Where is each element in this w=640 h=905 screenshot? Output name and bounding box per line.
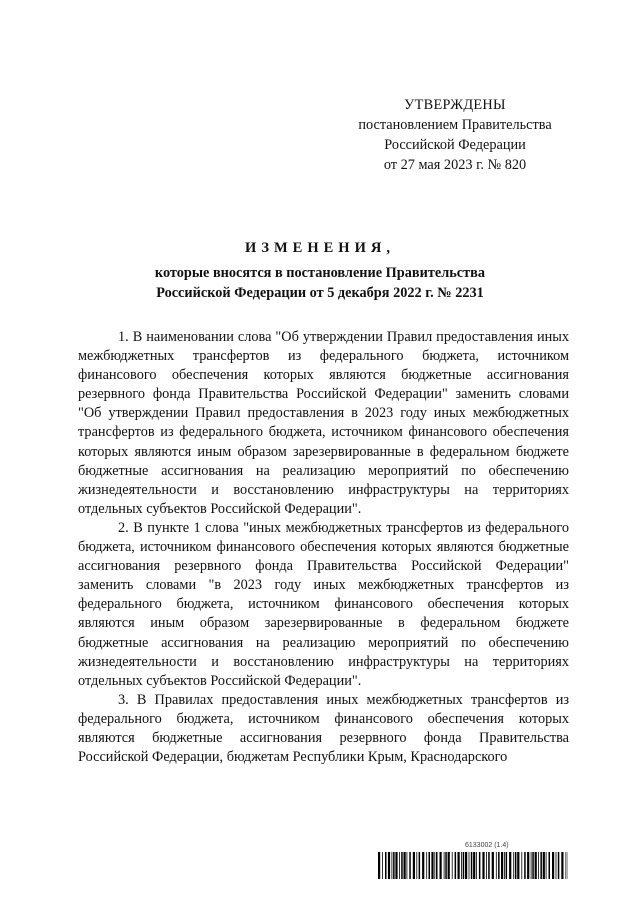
approval-line-2: Российской Федерации <box>384 137 526 153</box>
document-body <box>78 328 569 767</box>
paragraph-3: 3. В Правилах предоставления иных межбюджетных трансфертов из федерального бюджета, источником финансового обеспечения которых являются бюджетные ассигнования резервного фонда Правительства Российской Федерации, бюджетам Республики Крым, Краснодарского <box>78 691 569 766</box>
paragraph-2: 2. В пункте 1 слова "иных межбюджетных трансфертов из федерального бюджета, источником финансового обеспечения которых являются бюджетные ассигнования резервного фонда Правительства Российской Федерации" заменить словами "в 2023 году иных межбюджетных трансфертов из федерального бюджета, источником финансового обеспечения которых являются иным образом зарезервированные в федеральном бюджете бюджетные ассигнования на реализацию мероприятий по обеспечению жизнедеятельности и восстановлению инфраструктуры на территориях отдельных субъектов Российской Федерации". <box>78 519 569 689</box>
document-subtitle <box>80 263 560 303</box>
approval-line-3: от 27 мая 2023 г. № 820 <box>383 157 527 173</box>
approval-heading: УТВЕРЖДЕНЫ <box>404 97 506 113</box>
document-title: ИЗМЕНЕНИЯ, <box>245 240 395 256</box>
paragraph-1: 1. В наименовании слова "Об утверждении Правил предоставления иных межбюджетных трансфертов из федерального бюджета, источником финансового обеспечения которых являются бюджетные ассигнования резервного фонда Правительства Российской Федерации" заменить словами "Об утверждении Правил предоставления в 2023 году иных межбюджетных трансфертов из федерального бюджета, источником финансового обеспечения которых являются иным образом зарезервированные в федеральном бюджете бюджетные ассигнования на реализацию мероприятий по обеспечению жизнедеятельности и восстановлению инфраструктуры на территориях отдельных субъектов Российской Федерации". <box>78 329 569 517</box>
approval-block <box>330 95 580 175</box>
approval-line-1: постановлением Правительства <box>358 117 552 133</box>
subtitle-line-2: Российской Федерации от 5 декабря 2022 г. № 2231 <box>156 285 484 301</box>
barcode-icon <box>378 852 568 879</box>
subtitle-line-1: которые вносятся в постановление Правительства <box>154 265 486 281</box>
document-code: 6133002 (1.4) <box>465 842 509 849</box>
